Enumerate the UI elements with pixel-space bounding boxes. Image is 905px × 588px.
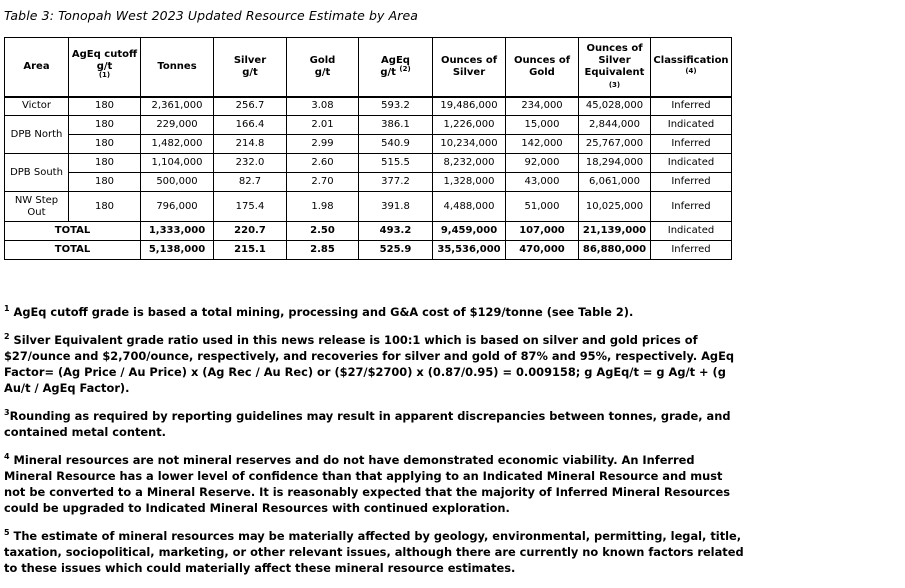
header-tonnes: Tonnes	[141, 38, 214, 97]
cell-oz-silver: 4,488,000	[433, 192, 506, 222]
cell-oz-ageq: 86,880,000	[579, 241, 651, 260]
cell-oz-ageq: 21,139,000	[579, 222, 651, 241]
cell-ageq: 386.1	[359, 116, 433, 135]
cell-total-label: TOTAL	[5, 241, 141, 260]
cell-oz-ageq: 18,294,000	[579, 154, 651, 173]
cell-tonnes: 1,482,000	[141, 135, 214, 154]
footnotes	[4, 304, 744, 588]
cell-oz-gold: 107,000	[506, 222, 579, 241]
cell-oz-ageq: 25,767,000	[579, 135, 651, 154]
cell-oz-ageq: 6,061,000	[579, 173, 651, 192]
footnote-1: $^1$ AgEq cutoff grade is based a total mining, processing and G&A cost of $129/tonne (see Table 2).	[4, 304, 634, 319]
cell-ageq: 540.9	[359, 135, 433, 154]
cell-gold: 1.98	[287, 192, 359, 222]
cell-gold: 2.60	[287, 154, 359, 173]
cell-gold: 2.85	[287, 241, 359, 260]
cell-oz-silver: 9,459,000	[433, 222, 506, 241]
resource-estimate-table	[4, 37, 732, 260]
cell-classification: Inferred	[651, 135, 732, 154]
table-caption: Table 3: Tonopah West 2023 Updated Resource Estimate by Area	[4, 8, 419, 23]
cell-silver: 214.8	[214, 135, 287, 154]
cell-silver: 232.0	[214, 154, 287, 173]
cell-cutoff: 180	[69, 154, 141, 173]
footnote-4: $^4$ Mineral resources are not mineral reserves and do not have demonstrated economic viability. An Inferred Mineral Resource has a lower level of confidence than that applying to an Indicated Mineral Resource and must not be converted to a Mineral Reserve. It is reasonably expected that the majority of Inferred Mineral Resources could be upgraded to Indicated Mineral Resources with continued exploration.	[4, 452, 731, 515]
cell-oz-gold: 142,000	[506, 135, 579, 154]
cell-classification: Inferred	[651, 173, 732, 192]
cell-gold: 2.50	[287, 222, 359, 241]
cell-classification: Inferred	[651, 192, 732, 222]
cell-oz-ageq: 10,025,000	[579, 192, 651, 222]
table-row	[5, 135, 732, 154]
cell-oz-gold: 51,000	[506, 192, 579, 222]
cell-oz-silver: 10,234,000	[433, 135, 506, 154]
cell-tonnes: 2,361,000	[141, 97, 214, 116]
cell-cutoff: 180	[69, 192, 141, 222]
total-row	[5, 241, 732, 260]
header-cutoff: AgEq cutoff g/t $^{(1)}$	[69, 38, 141, 97]
cell-oz-silver: 19,486,000	[433, 97, 506, 116]
cell-ageq: 493.2	[359, 222, 433, 241]
cell-oz-gold: 92,000	[506, 154, 579, 173]
cell-cutoff: 180	[69, 97, 141, 116]
table-row	[5, 192, 732, 222]
header-ageq: AgEq g/t $^{(2)}$	[359, 38, 433, 97]
total-row	[5, 222, 732, 241]
cell-area: NW Step Out	[5, 192, 69, 222]
cell-oz-silver: 1,328,000	[433, 173, 506, 192]
cell-ageq: 391.8	[359, 192, 433, 222]
cell-gold: 2.01	[287, 116, 359, 135]
cell-tonnes: 1,104,000	[141, 154, 214, 173]
header-silver: Silver g/t	[214, 38, 287, 97]
header-classification: Classification $^{(4)}$	[651, 38, 732, 97]
cell-oz-ageq: 2,844,000	[579, 116, 651, 135]
cell-classification: Indicated	[651, 116, 732, 135]
cell-classification: Indicated	[651, 222, 732, 241]
cell-tonnes: 500,000	[141, 173, 214, 192]
cell-oz-gold: 15,000	[506, 116, 579, 135]
cell-silver: 166.4	[214, 116, 287, 135]
cell-silver: 82.7	[214, 173, 287, 192]
footnote-3: $^3$Rounding as required by reporting guidelines may result in apparent discrepancies between tonnes, grade, and contained metal content.	[4, 408, 731, 439]
header-area: Area	[5, 38, 69, 97]
header-oz-ageq: Ounces of Silver Equivalent (3)	[579, 38, 651, 97]
cell-silver: 256.7	[214, 97, 287, 116]
cell-area: Victor	[5, 97, 69, 116]
cell-ageq: 593.2	[359, 97, 433, 116]
header-row	[5, 38, 732, 97]
cell-tonnes: 5,138,000	[141, 241, 214, 260]
cell-classification: Indicated	[651, 154, 732, 173]
cell-oz-silver: 35,536,000	[433, 241, 506, 260]
header-gold: Gold g/t	[287, 38, 359, 97]
cell-gold: 3.08	[287, 97, 359, 116]
cell-classification: Inferred	[651, 97, 732, 116]
cell-cutoff: 180	[69, 173, 141, 192]
cell-ageq: 377.2	[359, 173, 433, 192]
cell-oz-gold: 470,000	[506, 241, 579, 260]
cell-area: DPB South	[5, 154, 69, 192]
cell-tonnes: 229,000	[141, 116, 214, 135]
cell-silver: 220.7	[214, 222, 287, 241]
cell-gold: 2.70	[287, 173, 359, 192]
cell-classification: Inferred	[651, 241, 732, 260]
cell-tonnes: 796,000	[141, 192, 214, 222]
cell-silver: 215.1	[214, 241, 287, 260]
cell-oz-silver: 1,226,000	[433, 116, 506, 135]
table-row	[5, 173, 732, 192]
cell-tonnes: 1,333,000	[141, 222, 214, 241]
cell-area: DPB North	[5, 116, 69, 154]
footnote-5: $^5$ The estimate of mineral resources may be materially affected by geology, environmental, permitting, legal, title, taxation, sociopolitical, marketing, or other relevant issues, although there are currently no known factors related to these issues which could materially affect these mineral resource estimates.	[4, 528, 744, 575]
cell-cutoff: 180	[69, 135, 141, 154]
cell-total-label: TOTAL	[5, 222, 141, 241]
cell-silver: 175.4	[214, 192, 287, 222]
table-row	[5, 97, 732, 116]
cell-oz-gold: 43,000	[506, 173, 579, 192]
footnote-2: $^2$ Silver Equivalent grade ratio used in this news release is 100:1 which is based on silver and gold prices of $27/ounce and $2,700/ounce, respectively, and recoveries for silver and gold of 87% and 95%, respectively. AgEq Factor= (Ag Price / Au Price) x (Ag Rec / Au Rec) or ($27/$2700) x (0.87/0.95) = 0.009158; g AgEq/t = g Ag/t + (g Au/t / AgEq Factor).	[4, 332, 735, 395]
cell-cutoff: 180	[69, 116, 141, 135]
cell-ageq: 525.9	[359, 241, 433, 260]
table-row	[5, 154, 732, 173]
cell-ageq: 515.5	[359, 154, 433, 173]
cell-gold: 2.99	[287, 135, 359, 154]
cell-oz-silver: 8,232,000	[433, 154, 506, 173]
cell-oz-ageq: 45,028,000	[579, 97, 651, 116]
header-oz-silver: Ounces of Silver	[433, 38, 506, 97]
header-oz-gold: Ounces of Gold	[506, 38, 579, 97]
cell-oz-gold: 234,000	[506, 97, 579, 116]
table-row	[5, 116, 732, 135]
